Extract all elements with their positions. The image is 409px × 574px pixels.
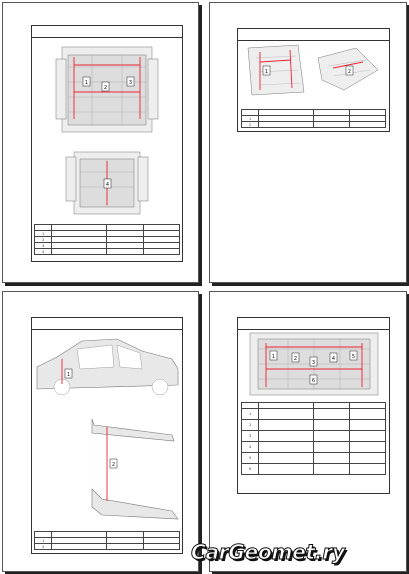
point-label: 1 <box>264 69 269 75</box>
page-3 <box>2 291 199 572</box>
page-4 <box>209 291 407 572</box>
point-label: 5 <box>351 354 356 360</box>
table-row: 3 <box>242 431 386 442</box>
point-label: 2 <box>293 356 298 362</box>
point-label: 3 <box>311 360 316 366</box>
point-label: 1 <box>84 80 89 86</box>
page-1 <box>2 2 199 283</box>
spec-table-3 <box>34 531 180 550</box>
watermark-logo <box>191 540 405 570</box>
table-row: 4 <box>35 249 180 255</box>
table-row: 4 <box>242 442 386 453</box>
table-row: 1 <box>242 116 386 122</box>
table-row: 1 <box>242 409 386 420</box>
spec-table-4 <box>241 402 386 475</box>
table-row: 3 <box>35 243 180 249</box>
point-label: 2 <box>111 462 116 468</box>
point-label: 4 <box>331 356 336 362</box>
table-row: 6 <box>242 464 386 475</box>
table-row: 2 <box>35 544 180 550</box>
point-label: 2 <box>103 85 108 91</box>
table-row: 1 <box>35 538 180 544</box>
table-row: 2 <box>35 237 180 243</box>
point-label: 2 <box>347 69 352 75</box>
table-row: 2 <box>242 122 386 128</box>
watermark-text: CarGeomet.ry <box>191 540 345 564</box>
page-2 <box>209 2 407 283</box>
floor-pan-drawing <box>238 329 389 399</box>
point-label: 4 <box>105 182 110 188</box>
sheet-4 <box>237 317 390 494</box>
table-row: 5 <box>242 453 386 464</box>
sheet-2 <box>237 28 390 132</box>
side-panel-drawing <box>32 329 182 529</box>
point-label: 3 <box>128 80 133 86</box>
sheet-1 <box>31 25 183 262</box>
point-label: 1 <box>66 372 71 378</box>
point-label: 6 <box>311 378 316 384</box>
engine-bay-drawing <box>238 40 389 102</box>
table-row: 2 <box>242 420 386 431</box>
sheet-3 <box>31 317 183 554</box>
spec-table-2 <box>241 109 386 128</box>
spec-table-1 <box>34 224 180 255</box>
point-label: 1 <box>271 354 276 360</box>
table-row: 1 <box>35 231 180 237</box>
underbody-drawing-front <box>32 37 182 232</box>
